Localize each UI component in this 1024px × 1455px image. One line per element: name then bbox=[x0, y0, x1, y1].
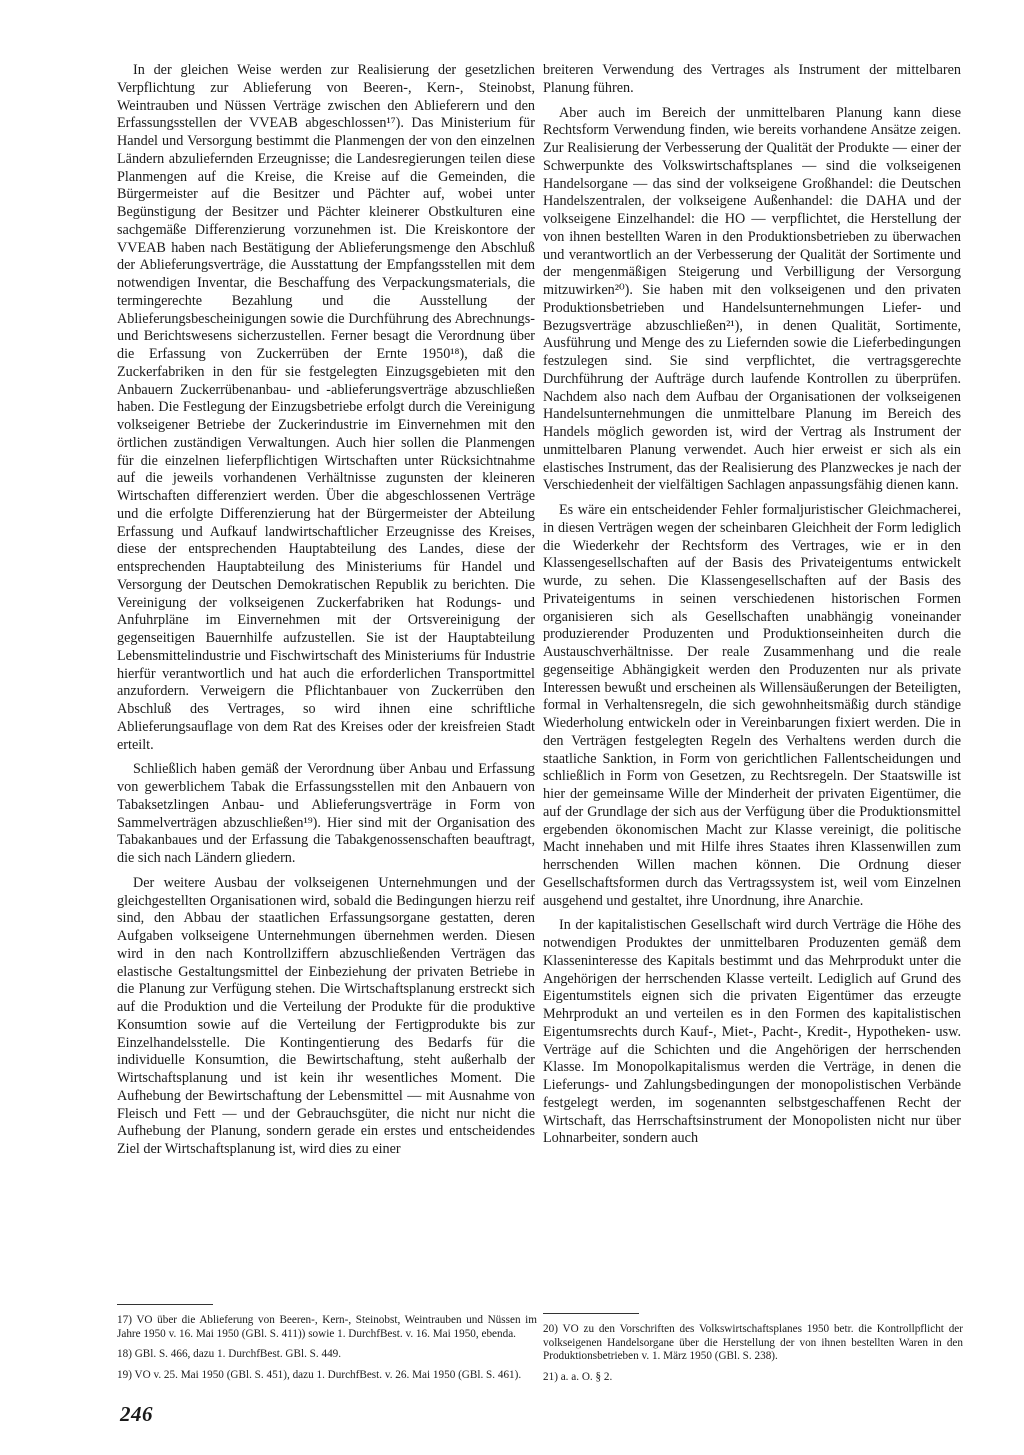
body-paragraph: Schließlich haben gemäß der Verordnung über Anbau und Erfassung von gewerblichem Tabak die Erfassungsstellen mit den Anbauern von Tabaksetzlingen Anbau- und Ablieferungsverträge in Form von Sammelverträgen abzuschließen¹⁹). Hier sind mit der Organisation des Tabakanbaues und der Erfassung die Tabakgenossenschaften beauftragt, die sich nach Ländern gliedern. bbox=[117, 761, 535, 866]
body-paragraph: breiteren Verwendung des Vertrages als Instrument der mittelbaren Planung führen. bbox=[543, 62, 961, 96]
footnote: 19) VO v. 25. Mai 1950 (GBl. S. 451), dazu 1. DurchfBest. v. 26. Mai 1950 (GBl. S. 461). bbox=[117, 1368, 522, 1381]
footnote: 17) VO über die Ablieferung von Beeren-, Kern-, Steinobst, Weintrauben und Nüssen im Jahre 1950 v. 16. Mai 1950 (GBl. S. 411)) sowie 1. DurchfBest. v. 16. Mai 1950, ebenda. bbox=[117, 1314, 537, 1340]
footnote-divider bbox=[543, 1313, 639, 1314]
footnote-divider bbox=[117, 1304, 213, 1305]
footnote: 20) VO zu den Vorschriften des Volkswirtschaftsplanes 1950 betr. die Kontrollpflicht der volkseigenen Handelsorgane über die Herstellung der von ihnen bestellten Waren in den Produktionsbetrieben v. 1. März 1950 (GBl. S. 238). bbox=[543, 1323, 963, 1363]
body-paragraph: In der kapitalistischen Gesellschaft wird durch Verträge die Höhe des notwendigen Produktes der unmittelbaren Produzenten gemäß dem Klasseninteresse des Kapitals bestimmt und das Mehrprodukt unter die Angehörigen der herrschenden Klasse verteilt. Lediglich auf Grund des Eigentumstitels eignen sich die privaten Eigentümer das erzeugte Mehrprodukt an und verteilen es in den Formen des kapitalistischen Eigentumsrechts durch Kauf-, Miet-, Pacht-, Kredit-, Hypotheken- usw. Verträge auf die Schichten und die Angehörigen der herrschenden Klasse. Im Monopolkapitalismus werden die Verträge, in denen die Lieferungs- und Zahlungsbedingungen der monopolistischen Verbände festgelegt werden, im sogenannten selbstgeschaffenen Recht der Wirtschaft, das Herrschaftsinstrument der Monopolisten nicht nur über Lohnarbeiter, sondern auch bbox=[543, 917, 961, 1147]
body-paragraph: Es wäre ein entscheidender Fehler formaljuristischer Gleichmacherei, in diesen Verträgen wegen der scheinbaren Gleichheit der Form lediglich die Wiederkehr der Rechtsform des Vertrages, wie er in den Klassengesellschaften auf der Basis des Privateigentums entwickelt wurde, zu sehen. Die Klassengesellschaften auf der Basis des Privateigentums in seinen verschiedenen historischen Formen organisieren sich als Gesellschaften unabhängig voneinander produzierender Produzenten und Produktionseinheiten durch die Austauschverhältnisse. Der reale Zusammenhang und die reale gegenseitige Abhängigkeit werden den Produzenten nur als private Interessen bewußt und erscheinen als Willensäußerungen der Beteiligten, formal in Verhaltensregeln, die sich gewohnheitsmäßig durch ständige Wiederholung entwickeln oder in Vereinbarungen fixiert werden. Die in den Verträgen festgelegten Regeln des Verhaltens werden durch die staatliche Sanktion, in Form von gerichtlichen Fallentscheidungen und schließlich in Form von Gesetzen, zu Rechtsregeln. Der Staatswille ist hier der gemeinsame Wille der Minderheit der privaten Eigentümer, die auf der Grundlage der sich aus der Verfügung über die Produktionsmittel ergebenden ökonomischen Macht zur Klasse vereinigt, die politische Macht innehaben und mit Hilfe ihres Staates ihren Klassenwillen zum herrschenden Willen machen können. Die Ordnung dieser Gesellschaftsformen durch das Vertragssystem ist, weil vom Einzelnen ausgehend und gestaltet, ihre Unordnung, ihre Anarchie. bbox=[543, 502, 961, 909]
left-text-column bbox=[117, 62, 535, 1159]
right-text-column bbox=[543, 62, 961, 1148]
body-paragraph: Aber auch im Bereich der unmittelbaren Planung kann diese Rechtsform Verwendung finden, wie bereits vorhandene Ansätze zeigen. Zur Realisierung der Verbesserung der Qualität der Produkte — einer der Schwerpunkte des Volkswirtschaftsplanes — sind die volkseigenen Handelsorgane — das sind der volkseigene Großhandel: die Deutschen Handelszentralen, der volkseigene Außenhandel: die DAHA und der volkseigene Einzelhandel: die HO — verpflichtet, die Herstellung der von ihnen bestellten Waren in den Produktionsbetrieben zu überwachen und verantwortlich an der Verbesserung der Qualität der Sortimente und der mengenmäßigen Steigerung und Verbilligung der Versorgung mitzuwirken²⁰). Sie haben mit den volkseigenen und den privaten Produktionsbetrieben und Handelsunternehmungen Liefer- und Bezugsverträge abzuschließen²¹), in denen Qualität, Sortimente, Ausführung und Menge des zu Liefernden sowie die Lieferbedingungen festzulegen sind. Sie sind verpflichtet, die vertragsgerechte Durchführung der Aufträge durch laufende Kontrollen zu überprüfen. Nachdem also nach dem Aufbau der Organisationen der volkseigenen Handelsunternehmungen die unmittelbare Planung im Bereich des Handels möglich geworden ist, wird der Vertrag als Instrument der unmittelbaren Planung verwendet. Auch hier erweist er sich als ein elastisches Instrument, das der Realisierung des Planzweckes je nach der Verschiedenheit der vielfältigen Sachlagen anpassungsfähig dienen kann. bbox=[543, 104, 961, 494]
footnote: 21) a. a. O. § 2. bbox=[543, 1370, 613, 1383]
page-number: 246 bbox=[120, 1402, 153, 1426]
right-footnotes bbox=[543, 1313, 963, 1391]
body-paragraph: Der weitere Ausbau der volkseigenen Unternehmungen und der gleichgestellten Organisationen wird, sobald die Bedingungen hierzu reif sind, den Abbau der staatlichen Erfassungsorgane gestatten, deren Aufgaben volkseigene Unternehmungen übernehmen werden. Diesen wird in den nach Kontrollziffern abzuschließenden Verträgen das elastische Gestaltungsmittel der Einbeziehung der privaten Betriebe in die Planung zur Verfügung stehen. Die Wirtschaftsplanung erstreckt sich auf die Produktion und die Verteilung der Produkte für die produktive Konsumtion sowie auf die Verteilung der Fertigprodukte bis zur Einzelhandelsstelle. Die Kontingentierung des Bedarfs für die individuelle Konsumtion, die Bewirtschaftung, steht außerhalb der Wirtschaftsplanung und ist kein ihr wesentliches Moment. Die Aufhebung der Bewirtschaftung der Lebensmittel — mit Ausnahme von Fleisch und Fett — und der Gebrauchsgüter, die nicht nur nicht die Aufhebung der Planung, sondern gerade ein erstes und entscheidendes Ziel der Wirtschaftsplanung ist, wird dies zu einer bbox=[117, 874, 535, 1157]
left-footnotes bbox=[117, 1304, 537, 1389]
footnote: 18) GBl. S. 466, dazu 1. DurchfBest. GBl. S. 449. bbox=[117, 1348, 342, 1361]
body-paragraph: In der gleichen Weise werden zur Realisierung der gesetzlichen Verpflichtung zur Ablieferung von Beeren-, Kern-, Steinobst, Weintrauben und Nüssen Verträge zwischen den Ablieferern und den Erfassungsstellen der VVEAB abgeschlossen¹⁷). Das Ministerium für Handel und Versorgung bestimmt die Planmengen der von den einzelnen Ländern abzuliefernden Erzeugnisse; die Landesregierungen teilen diese Planmengen auf die Kreise, die Kreise auf die Gemeinden, die Bürgermeister auf die Besitzer und Pächter auf, wobei unter Begünstigung der Besitzer und Pächter kleinerer Obstkulturen eine sachgemäße Differenzierung vorzunehmen ist. Die Kreiskontore der VVEAB haben nach Bestätigung der Ablieferungsmenge den Abschluß der Ablieferungsverträge, die Ausstattung der Empfangsstellen mit dem notwendigen Inventar, die Beschaffung des Verpackungsmaterials, die termingerechte Bezahlung und die Ausstellung der Ablieferungsbescheinigungen sowie die Durchführung des Abrechnungs- und Berichtswesens sicherzustellen. Ferner besagt die Verordnung über die Erfassung von Zuckerrüben der Ernte 1950¹⁸), daß die Zuckerfabriken in den für sie festgelegten Einzugsgebieten mit den Anbauern Zuckerrübenanbau- und -ablieferungsverträge abzuschließen haben. Die Festlegung der Einzugsbetriebe erfolgt durch die Vereinigung volkseigener Betriebe der Zuckerindustrie im Einvernehmen mit den örtlichen zuständigen Verwaltungen. Auch hier sollen die Planmengen für die einzelnen lieferpflichtigen Wirtschaften unter Rücksichtnahme auf die jeweils vorhandenen Verhältnisse zugunsten der kleineren Wirtschaften differenziert werden. Über die abgeschlossenen Verträge und die erfolgte Differenzierung hat der Bürgermeister der Abteilung Erfassung und Aufkauf landwirtschaftlicher Erzeugnisse des Kreises, diese der entsprechenden Hauptabteilung des Landes, diese der entsprechenden Hauptabteilung des Ministeriums für Handel und Versorgung der Deutschen Demokratischen Republik zu berichten. Die Vereinigung der volkseigenen Zuckerfabriken hat Rodungs- und Anfuhrpläne im Einvernehmen mit der Ortsvereinigung der gegenseitigen Bauernhilfe aufzustellen. Sie ist der Hauptabteilung Lebensmittelindustrie und Fischwirtschaft des Ministeriums für Industrie hierfür verantwortlich und hat auch die erforderlichen Transportmittel anzufordern. Verweigern die Pflichtanbauer von Zuckerrüben den Abschluß des Vertrages, so wird ihnen eine schriftliche Ablieferungsauflage von dem Rat des Kreises oder der kreisfreien Stadt erteilt. bbox=[117, 62, 535, 753]
